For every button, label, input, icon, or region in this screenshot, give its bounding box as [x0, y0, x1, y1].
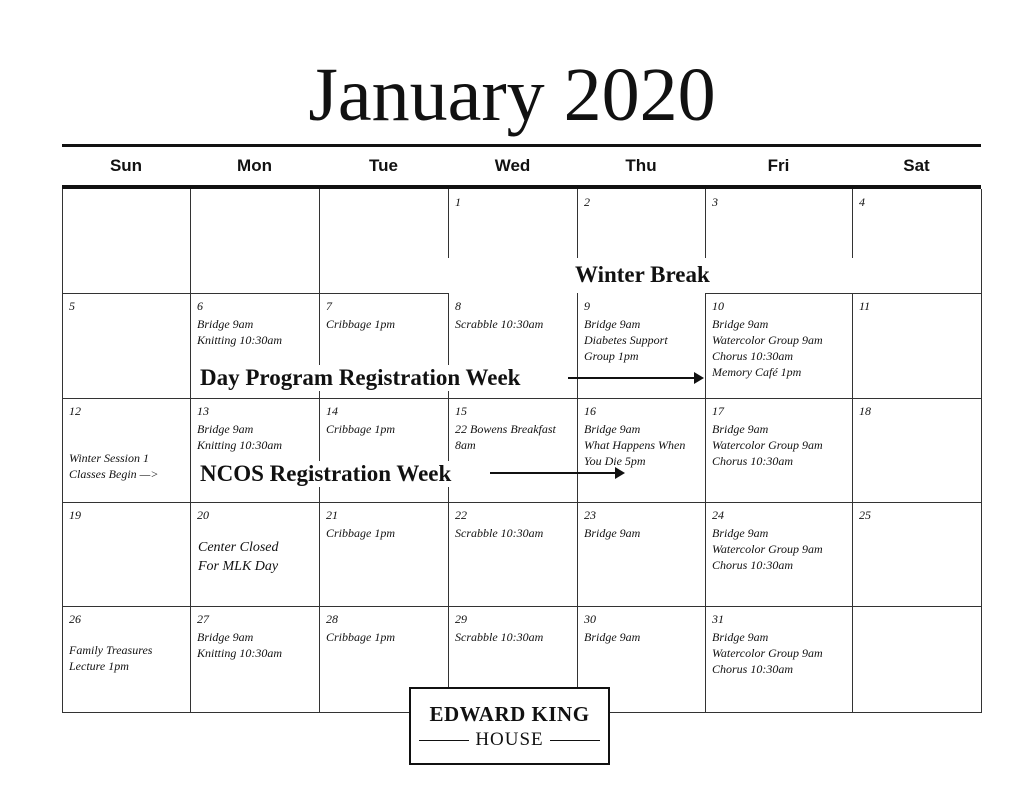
event-line: Cribbage 1pm: [326, 422, 395, 436]
day-number: 18: [859, 404, 871, 418]
event-line: Bridge 9am: [712, 422, 769, 436]
center-closed-note: Center Closed For MLK Day: [198, 540, 279, 574]
day-number: 19: [69, 508, 81, 522]
day-cell: [712, 403, 849, 469]
day-number: 9: [584, 299, 590, 313]
day-cell: [455, 507, 574, 541]
day-cell: [859, 194, 978, 212]
grid-hline: [62, 502, 981, 503]
day-number: 25: [859, 508, 871, 522]
day-cell: [712, 194, 849, 212]
winter-session-note: Winter Session 1 Classes Begin —>: [69, 451, 159, 481]
day-number: 30: [584, 612, 596, 626]
event-line: Watercolor Group 9am: [712, 646, 823, 660]
event-line: Knitting 10:30am: [197, 333, 283, 347]
event-line: Bridge 9am: [712, 630, 769, 644]
day-program-banner: Day Program Registration Week: [200, 365, 521, 390]
day-number: 15: [455, 404, 467, 418]
day-cell: [197, 507, 316, 525]
event-line: Chorus 10:30am: [712, 454, 794, 468]
day-header-tue: Tue: [369, 156, 398, 175]
day-header-thu: Thu: [625, 156, 657, 175]
event-line: Bridge 9am: [584, 630, 641, 644]
day-number: 22: [455, 508, 467, 522]
day-program-arrow: [568, 377, 702, 379]
day-header-sat: Sat: [903, 156, 930, 175]
day-header-sun: Sun: [109, 156, 143, 175]
day-cell: [859, 611, 978, 613]
event-line: Watercolor Group 9am: [712, 438, 823, 452]
day-cell: [584, 298, 702, 364]
day-number: 17: [712, 404, 724, 418]
day-cell: [69, 403, 187, 421]
day-cell: [197, 298, 316, 348]
grid-vline: [852, 189, 853, 258]
day-number: 16: [584, 404, 596, 418]
winter-break-banner: Winter Break: [575, 262, 710, 287]
ncos-banner: NCOS Registration Week: [200, 461, 452, 486]
day-number: 12: [69, 404, 81, 418]
day-number: 23: [584, 508, 596, 522]
day-number: 20: [197, 508, 209, 522]
event-line: Scrabble 10:30am: [455, 526, 544, 540]
event-line: 8am: [455, 438, 476, 452]
day-cell: [584, 403, 702, 469]
day-cell: [859, 507, 978, 525]
day-number: 24: [712, 508, 724, 522]
day-number: 11: [859, 299, 871, 313]
grid-vline: [577, 189, 578, 258]
grid-hline: [62, 398, 981, 399]
event-line: What Happens When: [584, 438, 686, 452]
family-treasures-note: Family Treasures Lecture 1pm: [69, 643, 153, 673]
day-cell: [197, 194, 316, 196]
event-line: 22 Bowens Breakfast: [455, 422, 556, 436]
day-cell: [197, 611, 316, 661]
day-cell: [455, 298, 574, 332]
event-line: Bridge 9am: [197, 422, 254, 436]
day-cell: [455, 611, 574, 645]
event-line: Bridge 9am: [712, 526, 769, 540]
event-line: Watercolor Group 9am: [712, 542, 823, 556]
day-cell: [584, 507, 702, 541]
event-line: Cribbage 1pm: [326, 630, 395, 644]
grid-border-left: [62, 189, 63, 712]
grid-vline: [319, 189, 320, 712]
day-cell: [455, 194, 574, 212]
grid-hline: [62, 606, 981, 607]
day-cell: [326, 194, 445, 196]
grid-hline: [62, 293, 319, 294]
event-line: Bridge 9am: [584, 317, 641, 331]
day-cell: [584, 611, 702, 645]
grid-vline: [705, 189, 706, 258]
day-number: 10: [712, 299, 724, 313]
day-number: 2: [584, 195, 590, 209]
event-line: You Die 5pm: [584, 454, 646, 468]
event-line: Bridge 9am: [584, 526, 641, 540]
day-cell: [712, 298, 849, 380]
grid-vline: [190, 189, 191, 712]
day-number: 28: [326, 612, 338, 626]
day-cell: [326, 611, 445, 645]
page-title: January 2020: [308, 53, 716, 137]
grid-hline: [319, 293, 449, 294]
day-cell: [197, 403, 316, 453]
event-line: Cribbage 1pm: [326, 317, 395, 331]
day-number: 7: [326, 299, 332, 313]
event-line: Knitting 10:30am: [197, 438, 283, 452]
day-cell: [69, 611, 187, 629]
day-cell: [712, 507, 849, 573]
day-number: 5: [69, 299, 75, 313]
day-number: 4: [859, 195, 865, 209]
ncos-arrow: [490, 472, 623, 474]
day-cell: [69, 298, 187, 316]
day-cell: [859, 403, 978, 421]
day-number: 1: [455, 195, 461, 209]
grid-vline: [448, 189, 449, 258]
event-line: Watercolor Group 9am: [712, 333, 823, 347]
day-number: 31: [712, 612, 724, 626]
event-line: Scrabble 10:30am: [455, 317, 544, 331]
event-line: Group 1pm: [584, 349, 639, 363]
day-number: 14: [326, 404, 338, 418]
day-number: 3: [712, 195, 718, 209]
day-number: 27: [197, 612, 209, 626]
logo-line-2: HOUSE: [475, 729, 544, 750]
day-number: 26: [69, 612, 81, 626]
day-cell: [326, 298, 445, 332]
day-number: 6: [197, 299, 203, 313]
edward-king-house-logo: [409, 687, 610, 765]
event-line: Chorus 10:30am: [712, 558, 794, 572]
day-cell: [455, 403, 574, 453]
day-cell: [69, 507, 187, 525]
day-cell: [859, 298, 978, 316]
event-line: Scrabble 10:30am: [455, 630, 544, 644]
event-line: Cribbage 1pm: [326, 526, 395, 540]
day-number: 8: [455, 299, 461, 313]
event-line: Diabetes Support: [584, 333, 668, 347]
event-line: Memory Café 1pm: [712, 365, 802, 379]
day-number: 21: [326, 508, 338, 522]
event-line: Chorus 10:30am: [712, 349, 794, 363]
logo-line-1: EDWARD KING: [429, 702, 590, 726]
day-header-mon: Mon: [237, 156, 272, 175]
event-line: Chorus 10:30am: [712, 662, 794, 676]
day-cell: [712, 611, 849, 677]
day-number: 13: [197, 404, 209, 418]
day-number: 29: [455, 612, 467, 626]
grid-border-right: [981, 189, 982, 712]
day-cell: [326, 403, 445, 437]
event-line: Bridge 9am: [584, 422, 641, 436]
day-header-fri: Fri: [767, 156, 790, 175]
grid-hline: [705, 293, 981, 294]
day-header-wed: Wed: [494, 156, 531, 175]
day-cell: [584, 194, 702, 212]
day-cell: [69, 194, 187, 196]
event-line: Bridge 9am: [712, 317, 769, 331]
event-line: Bridge 9am: [197, 630, 254, 644]
event-line: Bridge 9am: [197, 317, 254, 331]
day-cell: [326, 507, 445, 541]
event-line: Knitting 10:30am: [197, 646, 283, 660]
